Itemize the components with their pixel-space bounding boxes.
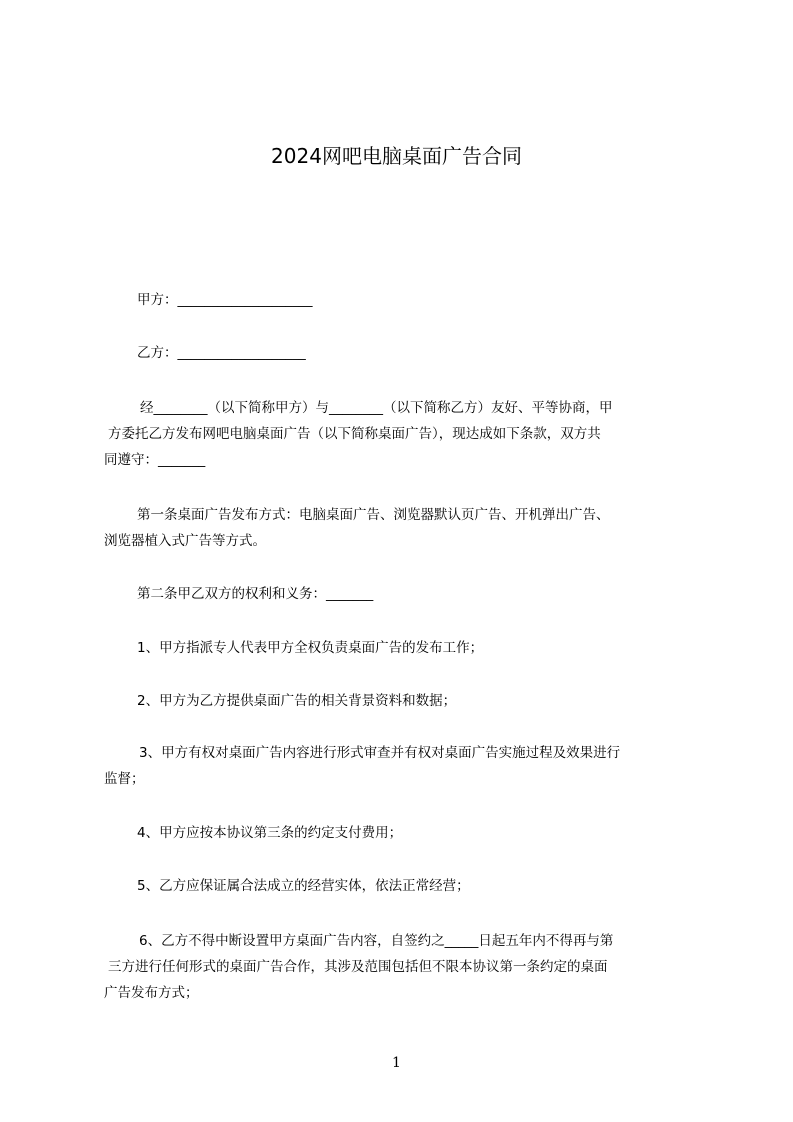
article-2-heading: 第二条甲乙双方的权利和义务：_______ [137,586,374,602]
item-1: 1、甲方指派专人代表甲方全权负责桌面广告的发布工作； [137,640,484,656]
item-6-line-1: 6、乙方不得中断设置甲方桌面广告内容，自签约之_____日起五年内不得再与第 [139,933,614,949]
item-6-line-2: 三方进行任何形式的桌面广告合作，其涉及范围包括但不限本协议第一条约定的桌面 [108,959,608,975]
item-3-line-1: 3、甲方有权对桌面广告内容进行形式审查并有权对桌面广告实施过程及效果进行 [139,745,621,761]
item-6-line-3: 广告发布方式； [104,985,199,1001]
item-5: 5、乙方应保证属合法成立的经营实体，依法正常经营； [137,878,470,894]
item-4: 4、甲方应按本协议第三条的约定支付费用； [137,825,403,841]
article-1-paragraph [104,502,716,554]
party-b-line: 乙方：___________________ [137,345,306,361]
article-1-line-2: 浏览器植入式广告等方式。 [104,533,266,549]
item-3 [104,740,716,792]
document-title: 2024网吧电脑桌面广告合同 [271,144,522,168]
item-6 [104,928,716,1006]
party-a-line: 甲方：____________________ [137,292,313,308]
intro-line-1: 经________（以下简称甲方）与________（以下简称乙方）友好、平等协商，甲 [140,400,613,416]
intro-line-3: 同遵守：_______ [104,452,206,468]
intro-line-2: 方委托乙方发布网吧电脑桌面广告（以下简称桌面广告），现达成如下条款，双方共 [108,426,601,442]
item-2: 2、甲方为乙方提供桌面广告的相关背景资料和数据； [137,693,457,709]
intro-paragraph [104,395,716,473]
page-number: 1 [392,1055,401,1071]
article-1-line-1: 第一条桌面广告发布方式：电脑桌面广告、浏览器默认页广告、开机弹出广告、 [137,507,610,523]
item-3-line-2: 监督； [104,771,145,787]
